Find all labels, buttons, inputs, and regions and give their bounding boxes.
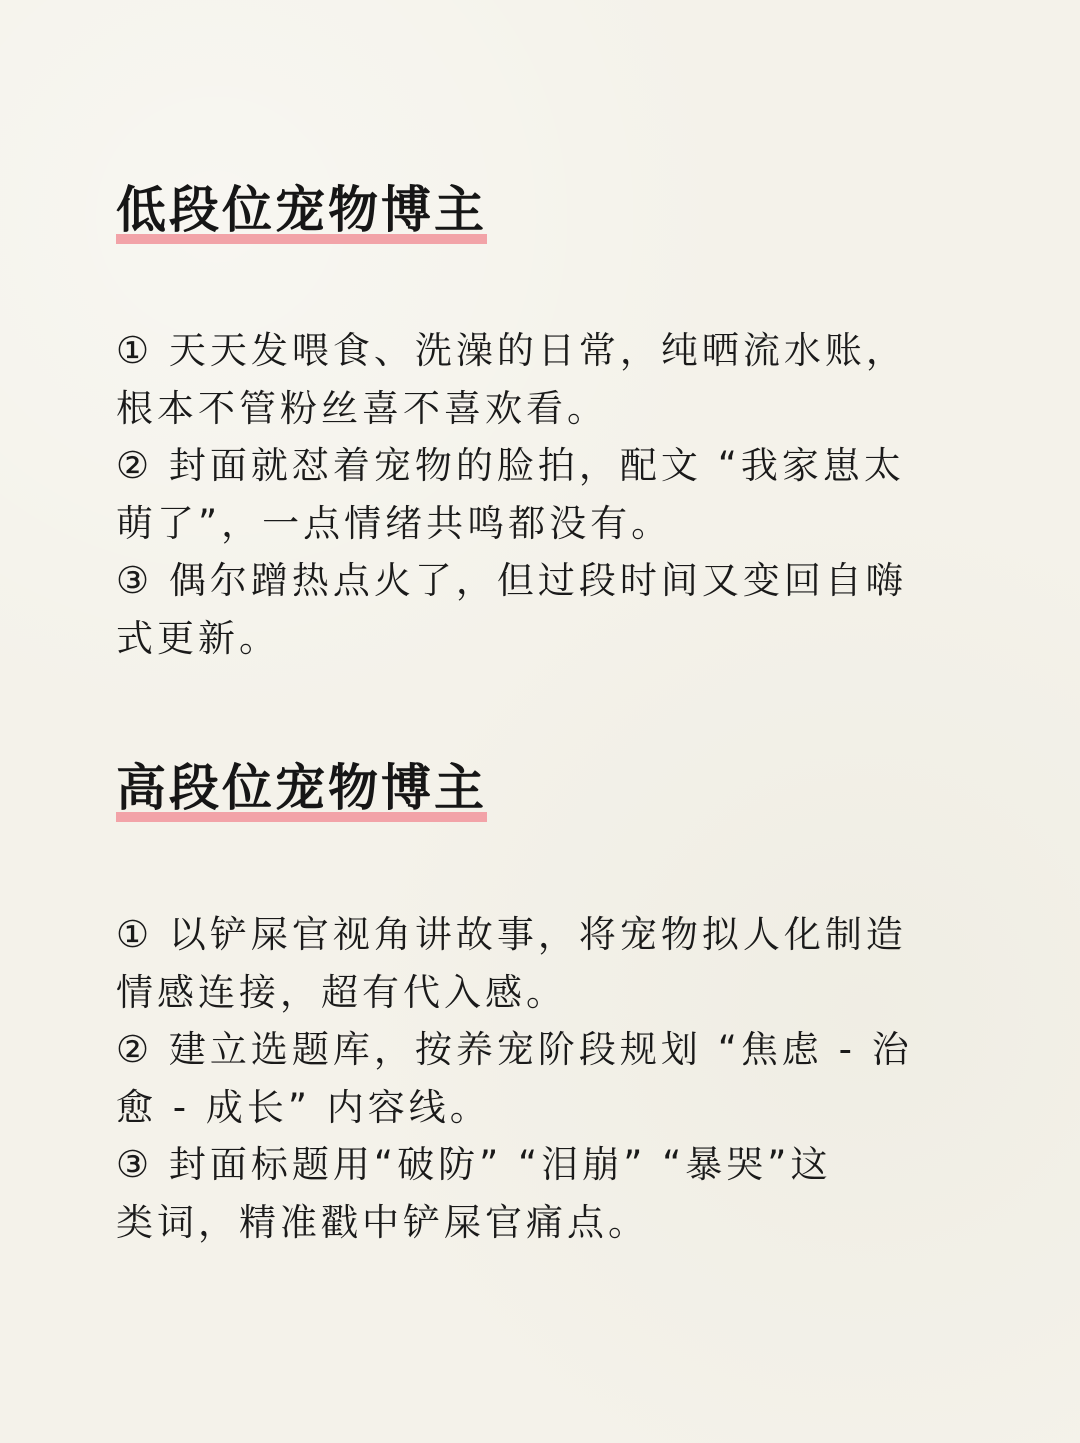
text-line: ② 封面就怼着宠物的脸拍，配文 “我家崽太 bbox=[116, 444, 905, 487]
text-line: 根本不管粉丝喜不喜欢看。 bbox=[116, 386, 608, 430]
text-line: ① 以铲屎官视角讲故事，将宠物拟人化制造 bbox=[116, 913, 907, 956]
text-line: 情感连接，超有代入感。 bbox=[116, 970, 567, 1014]
section-high-tier bbox=[116, 760, 976, 1251]
text-line: 愈 - 成长” 内容线。 bbox=[116, 1085, 491, 1129]
heading-wrap bbox=[116, 760, 487, 822]
section-low-tier bbox=[116, 182, 976, 667]
text-line: ① 天天发喂食、洗澡的日常，纯晒流水账， bbox=[116, 329, 907, 372]
heading-wrap bbox=[116, 182, 487, 244]
text-line: 式更新。 bbox=[116, 616, 280, 660]
section-heading: 高段位宠物博主 bbox=[116, 759, 487, 817]
section-heading: 低段位宠物博主 bbox=[116, 181, 487, 239]
item-list bbox=[116, 906, 976, 1251]
text-line: 萌了”，一点情绪共鸣都没有。 bbox=[116, 501, 673, 545]
item-list bbox=[116, 322, 976, 667]
text-line: 类词，精准戳中铲屎官痛点。 bbox=[116, 1200, 649, 1244]
text-line: ③ 偶尔蹭热点火了，但过段时间又变回自嗨 bbox=[116, 559, 907, 602]
text-line: ③ 封面标题用“破防” “泪崩” “暴哭”这 bbox=[116, 1143, 832, 1186]
text-line: ② 建立选题库，按养宠阶段规划 “焦虑 - 治 bbox=[116, 1028, 913, 1071]
